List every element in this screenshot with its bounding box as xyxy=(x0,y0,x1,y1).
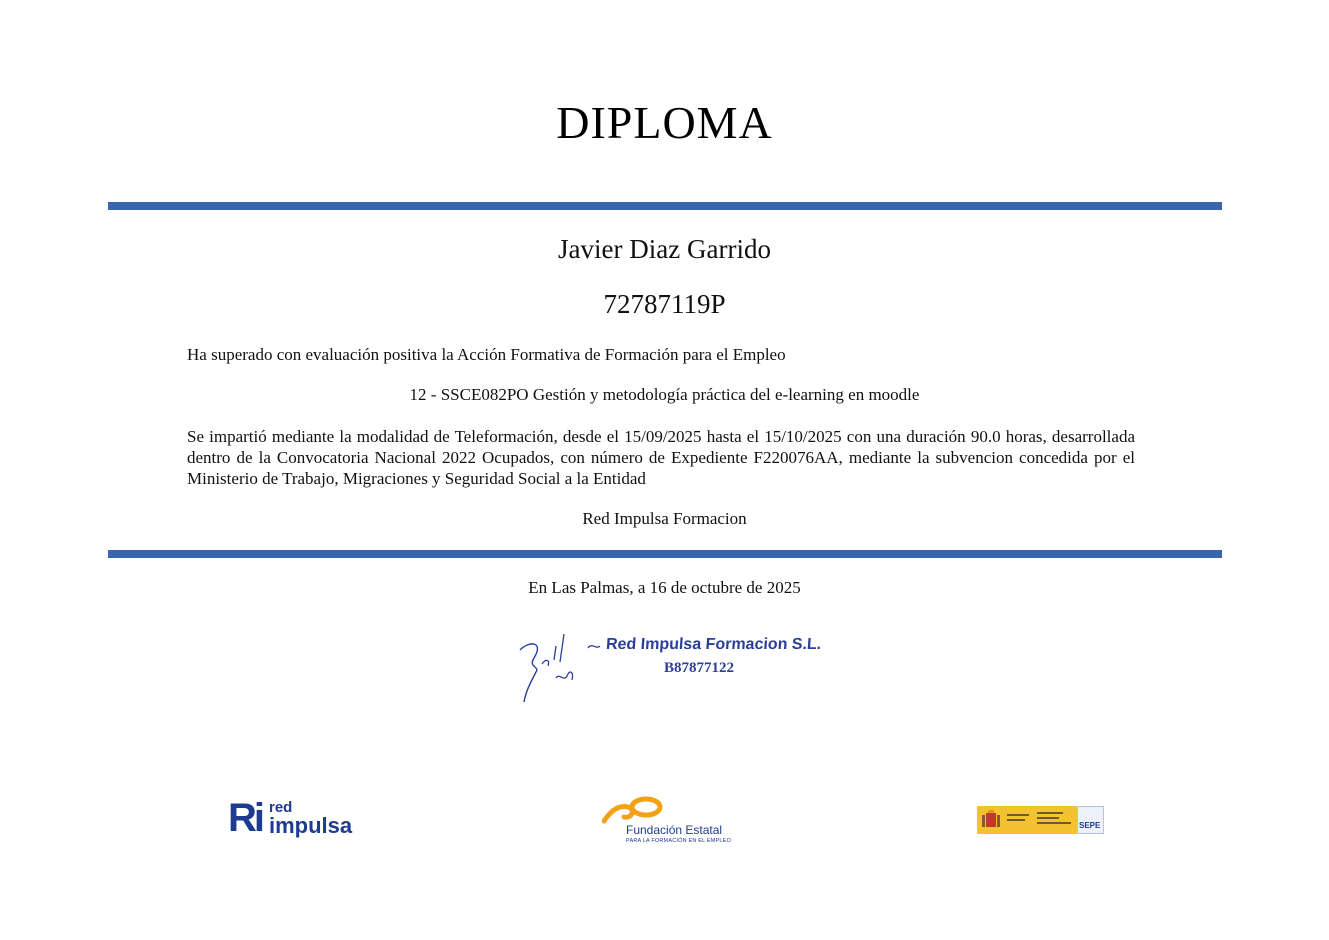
fundae-emblem-icon xyxy=(602,795,664,825)
course-description: Se impartió mediante la modalidad de Teleformación, desde el 15/09/2025 hasta el 15/10/2025 con una duración 90.0 horas, desarrollada dentro de la Convocatoria Nacional 2022 Ocupados, con número de Expediente F220076AA, mediante la subvencion concedida por el Ministerio de Trabajo, Migraciones y Seguridad Social a la Entidad xyxy=(187,427,1135,488)
entity-name: Red Impulsa Formacion xyxy=(582,509,747,528)
red-impulsa-mark: Ri xyxy=(228,796,262,840)
red-impulsa-logo xyxy=(228,798,368,842)
government-band xyxy=(977,806,1077,834)
bottom-divider xyxy=(108,550,1222,558)
place-date: En Las Palmas, a 16 de octubre de 2025 xyxy=(528,578,801,597)
student-name: Javier Diaz Garrido xyxy=(558,234,771,264)
sepe-logo xyxy=(977,806,1104,834)
fundae-logo xyxy=(600,795,740,847)
stamp-cif: B87877122 xyxy=(664,660,735,676)
student-id: 72787119P xyxy=(603,289,726,319)
intro-text: Ha superado con evaluación positiva la Acción Formativa de Formación para el Empleo xyxy=(187,345,786,364)
fundae-subtitle: PARA LA FORMACIÓN EN EL EMPLEO xyxy=(626,838,732,844)
handwritten-signature xyxy=(512,628,602,708)
red-impulsa-small: red xyxy=(269,799,293,816)
diploma-title: DIPLOMA xyxy=(556,97,773,148)
sepe-label: SEPE xyxy=(1079,821,1101,830)
course-title: 12 - SSCE082PO Gestión y metodología práctica del e-learning en moodle xyxy=(409,385,920,404)
coat-of-arms-icon xyxy=(980,809,1002,831)
stamp-company: Red Impulsa Formacion S.L. xyxy=(605,636,822,653)
top-divider xyxy=(108,202,1222,210)
red-impulsa-big: impulsa xyxy=(269,813,353,838)
fundae-name: Fundación Estatal xyxy=(626,823,723,837)
